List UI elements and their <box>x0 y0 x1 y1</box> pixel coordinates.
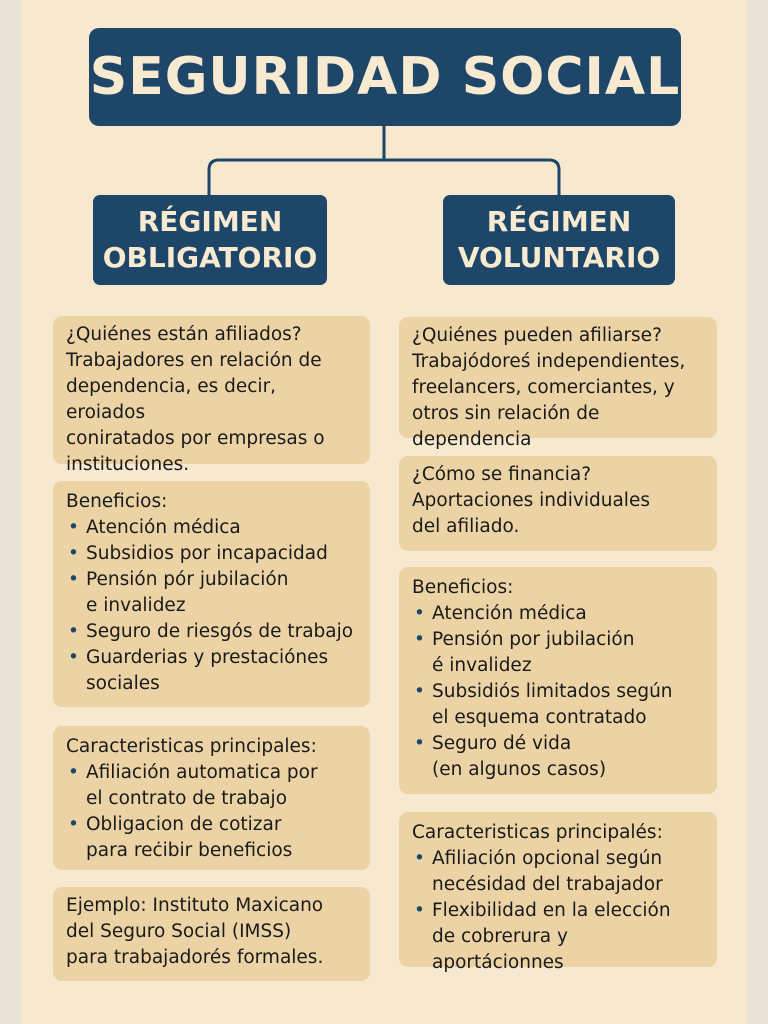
list-item: • Seguro dé vida (en algunos casos) <box>412 731 705 783</box>
left-benefits-card <box>53 481 370 707</box>
list-item: • Afiliación opcional según necésidad del trabajador <box>412 846 705 898</box>
list-item: • Seguro de riesgós de trabajo <box>66 619 358 645</box>
list-item: • Guarderias y prestaciónes sociales <box>66 645 358 697</box>
list-item: • Pensión por jubilación é invalidez <box>412 627 705 679</box>
title: SEGURIDAD SOCIAL <box>89 47 681 107</box>
card-line: del Seguro Social (IMSS) <box>66 921 292 942</box>
card-heading: Caracteristicas principalés: <box>412 822 663 843</box>
left-example-card <box>53 887 370 981</box>
regime-heading-line: VOLUNTARIO <box>457 241 661 274</box>
regime-heading-line: RÉGIMEN <box>486 205 632 238</box>
list-item: • Obligacion de cotizar para reċibir beneficios <box>66 812 358 864</box>
card-line: Aportaciones individuales <box>412 490 650 511</box>
features-list <box>412 846 705 976</box>
card-line: dependencia, es decir, eroiados <box>66 376 277 423</box>
right-finance-card <box>399 456 717 551</box>
card-line: Trabajadores en relación de <box>66 350 322 371</box>
card-heading: Beneficios: <box>412 577 514 598</box>
card-line: otros sin relación de dependencia <box>412 403 600 450</box>
card-heading: Caracteristicas principales: <box>66 736 317 757</box>
benefits-list <box>66 515 358 697</box>
card-question: ¿Quiénes están afiliados? <box>66 324 302 345</box>
card-line: freelancers, comerciantes, y <box>412 377 675 398</box>
card-heading: Beneficios: <box>66 491 168 512</box>
card-question: ¿Cómo se financia? <box>412 464 592 485</box>
right-benefits-card <box>399 567 717 794</box>
list-item: • Afiliación automatica por el contrato de trabajo <box>66 760 358 812</box>
regime-heading-line: RÉGIMEN <box>137 205 283 238</box>
card-question: ¿Quiénes pueden afiliarse? <box>412 325 662 346</box>
list-item: • Atención médica <box>66 515 358 541</box>
benefits-list <box>412 601 705 783</box>
card-line: del afiliado. <box>412 516 520 537</box>
tree-connector <box>0 0 768 200</box>
list-item: • Flexibilidad en la elección de cobrerura y aportácionnes <box>412 898 705 976</box>
list-item: • Pensión pór jubilación e invalidez <box>66 567 358 619</box>
right-who-card <box>399 317 717 450</box>
left-features-card <box>53 726 370 870</box>
list-item: • Subsidios por incapacidad <box>66 541 358 567</box>
list-item: • Atención médica <box>412 601 705 627</box>
regime-heading-line: OBLIGATORIO <box>102 241 318 274</box>
card-line: Trabajódoreś independientes, <box>412 351 686 372</box>
regime-voluntario-heading <box>443 195 675 285</box>
card-line: para trabajadorés formales. <box>66 947 324 968</box>
card-line: instituciones. <box>66 454 190 475</box>
card-line: Ejemplo: Instituto Maxicano <box>66 895 324 916</box>
right-features-card <box>399 812 717 973</box>
list-item: • Subsidiós limitados según el esquema contratado <box>412 679 705 731</box>
card-line: coniratados por empresas o <box>66 428 325 449</box>
left-who-card <box>53 316 370 475</box>
features-list <box>66 760 358 864</box>
regime-obligatorio-heading <box>93 195 327 285</box>
